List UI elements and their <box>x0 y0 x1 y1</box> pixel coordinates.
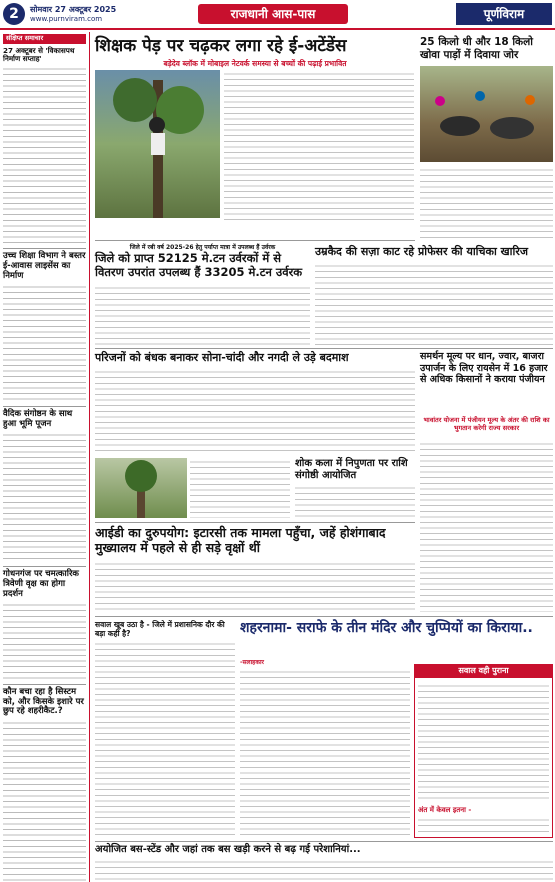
admin-body <box>95 640 235 838</box>
seminar-headline: शोक कला में निपुणता पर राशि संगोष्ठी आयोजित <box>295 458 408 481</box>
qna-body <box>418 682 549 802</box>
divider <box>95 348 553 349</box>
bottom-headline: अयोजित बस-स्टेंड और जहां तक बस खड़ी करने से बढ़ गई परेशानियां... <box>95 844 361 855</box>
brief-body-1 <box>3 65 86 245</box>
brief-headline-4: गोधनगंज पर चमत्कारिक त्रिवेणी वृक्ष का होगा प्रदर्शन <box>3 569 79 599</box>
msp-body <box>420 440 553 612</box>
qna-footer-title: अंत में केवल इतना - <box>418 806 472 814</box>
fertilizer-headline: जिले को प्राप्त 52125 मे.टन उर्वरकों में से वितरण उपरांत उपलब्ध हैं 33205 मे.टन उर्वरक <box>95 251 303 279</box>
id-misuse-headline: आईडी का दुरुपयोग: इटारसी तक मामला पहुँचा, जहें होशंगाबाद मुख्यालय में पहले से ही सड़े वृक्षों थीं <box>95 525 386 555</box>
msp-headline: समर्थन मूल्य पर धान, ज्वार, बाजरा उपार्जन के लिए रायसेन में 16 हजार से अधिक किसानों ने कराया पंजीयन <box>420 351 548 385</box>
shaharnama-body <box>240 668 410 838</box>
tree-body <box>190 458 290 518</box>
lead-body <box>224 70 414 220</box>
brief-body-2 <box>3 283 86 403</box>
brief-headline-5: कौन बचा रहा है सिस्टम को, और किसके इशारे पर छुप रहे शहरीकैट.? <box>3 687 84 717</box>
side-body <box>420 166 553 240</box>
brief-headline-1: 27 अक्टूबर से 'विकासपथ निर्माण सप्ताह' <box>3 45 75 63</box>
issue-date: सोमवार 27 अक्टूबर 2025 <box>30 5 117 14</box>
qna-title: सवाल वही पुराना <box>414 664 553 678</box>
brief-section-label: संक्षिप्त समाचार <box>3 34 86 44</box>
brief-headline-2: उच्च शिक्षा विभाग ने बस्तर ई-आवास लाइसेंस का निर्माण <box>3 251 86 281</box>
divider <box>3 684 86 685</box>
website-url: www.purnviram.com <box>30 15 103 23</box>
brand-logo: पूर्णविराम <box>456 3 552 25</box>
brief-body-3 <box>3 431 86 563</box>
lead-subheadline: बड़ेदेव ब्लॉक में मोबाइल नेटवर्क समस्या से बच्चों की पढ़ाई प्रभावित <box>163 59 347 68</box>
professor-body <box>315 262 553 346</box>
fertilizer-kicker: जिले में रबी वर्ष 2025-26 हेतु पर्याप्त मात्रा में उपलब्ध हैं उर्वरक <box>129 244 276 251</box>
divider <box>95 841 553 842</box>
fertilizer-body <box>95 284 310 346</box>
seminar-body <box>295 484 415 518</box>
professor-headline: उम्रकैद की सज़ा काट रहे प्रोफेसर की याचिका खारिज <box>315 245 528 258</box>
divider <box>95 240 415 241</box>
robbery-headline: परिजनों को बंधक बनाकर सोना-चांदी और नगदी ले उड़े बदमाश <box>95 351 349 364</box>
masthead <box>0 0 555 30</box>
divider <box>3 248 86 249</box>
divider <box>3 566 86 567</box>
qna-footer-body <box>418 816 549 836</box>
robbery-body <box>95 368 415 454</box>
brief-body-4 <box>3 601 86 681</box>
tree-illustration <box>95 458 187 518</box>
section-title: राजधानी आस-पास <box>198 4 348 24</box>
shaharnama-author: -सलाहकार <box>240 659 264 666</box>
divider <box>95 616 553 617</box>
tree-climber-illustration <box>95 70 220 218</box>
lead-headline: शिक्षक पेड़ पर चढ़कर लगा रहे ई-अटेंडेंस <box>95 36 347 56</box>
bottom-body <box>95 858 553 880</box>
brief-body-5 <box>3 719 86 882</box>
divider <box>3 406 86 407</box>
admin-headline: सवाल खूब उठा है - जिले में प्रशासनिक दौर की बड़ा कहीं है? <box>95 620 225 638</box>
page-number: 2 <box>3 3 25 25</box>
side-photo <box>420 66 553 162</box>
side-headline: 25 किलो धी और 18 किलो खोवा पाड़ों में दिवाया जोर <box>420 36 533 61</box>
id-misuse-body <box>95 560 415 612</box>
buffalo-race-illustration <box>420 66 553 162</box>
msp-subheadline: भावांतर योजना में पंजीयन मूल्य के अंतर की राशि का भुगतान करेगी राज्य सरकार <box>423 416 550 432</box>
divider <box>95 522 415 523</box>
shaharnama-headline: शहरनामा- सराफे के तीन मंदिर और चुप्पियों का किराया.. <box>240 620 533 636</box>
tree-exhibit-photo <box>95 458 187 518</box>
lead-photo <box>95 70 220 218</box>
left-brief-column <box>0 32 90 882</box>
brief-headline-3: वैदिक संगोष्ठन के साथ हुआ भूमि पूजन <box>3 409 73 429</box>
